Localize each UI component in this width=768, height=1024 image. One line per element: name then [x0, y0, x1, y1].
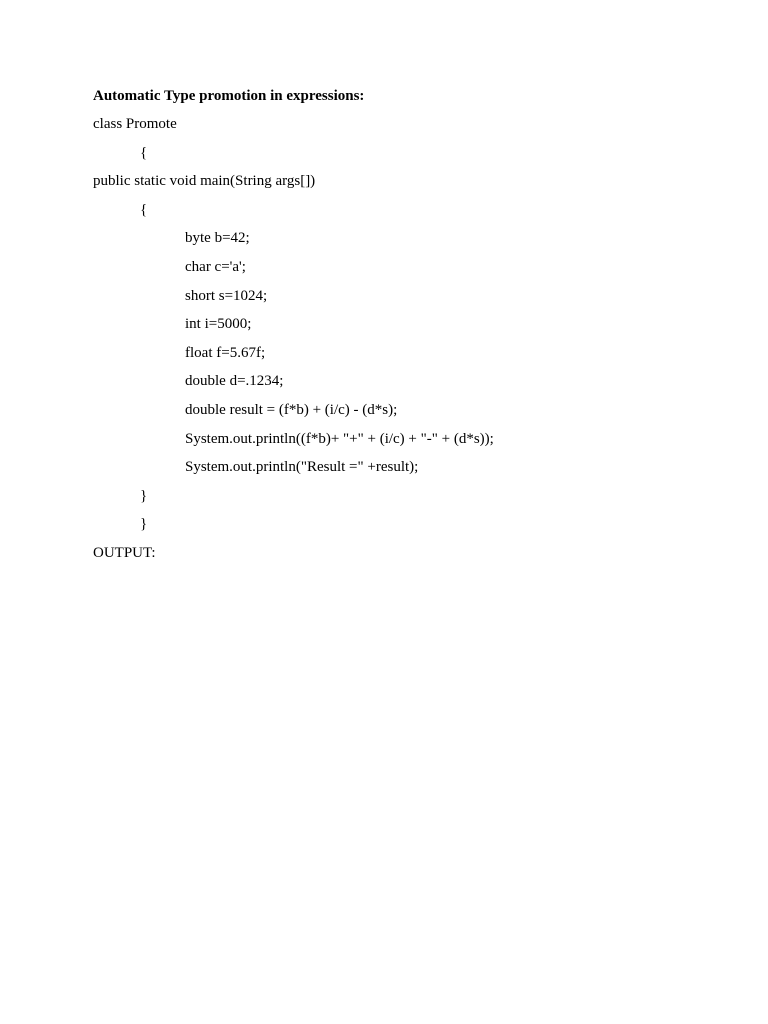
code-line-main-method: public static void main(String args[]) [93, 173, 316, 189]
code-line-println-result: System.out.println("Result =" +result); [185, 459, 419, 475]
code-line-println-expression: System.out.println((f*b)+ "+" + (i/c) + "-" + (d*s)); [185, 431, 494, 447]
document-heading: Automatic Type promotion in expressions: [93, 88, 365, 104]
code-line-short: short s=1024; [185, 288, 268, 304]
code-line-double: double d=.1234; [185, 373, 284, 389]
code-line-byte: byte b=42; [185, 230, 250, 246]
code-line-class-close-brace: } [140, 516, 148, 532]
code-line-int: int i=5000; [185, 316, 252, 332]
code-line-result: double result = (f*b) + (i/c) - (d*s); [185, 402, 398, 418]
code-line-class-declaration: class Promote [93, 116, 177, 132]
code-line-method-open-brace: { [140, 202, 148, 218]
code-line-class-open-brace: { [140, 145, 148, 161]
code-line-char: char c='a'; [185, 259, 246, 275]
output-label: OUTPUT: [93, 545, 156, 561]
code-line-method-close-brace: } [140, 488, 148, 504]
code-line-float: float f=5.67f; [185, 345, 266, 361]
